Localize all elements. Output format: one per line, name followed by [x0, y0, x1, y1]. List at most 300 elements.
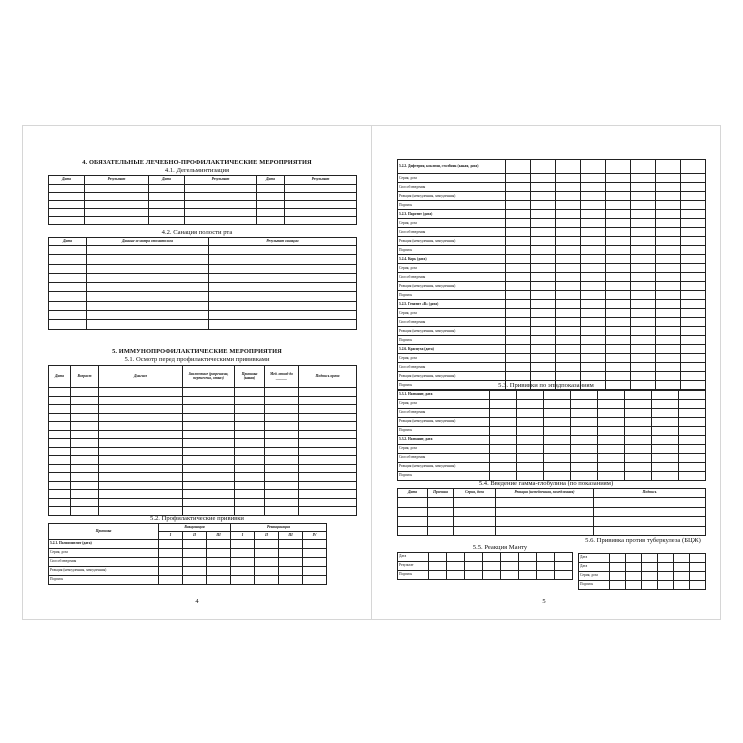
blank-cell[interactable]: [531, 264, 556, 273]
blank-cell[interactable]: [656, 282, 681, 291]
blank-cell[interactable]: [506, 246, 531, 255]
blank-cell[interactable]: [652, 400, 679, 409]
blank-cell[interactable]: [265, 439, 299, 448]
blank-cell[interactable]: [517, 409, 544, 418]
blank-cell[interactable]: [303, 567, 327, 576]
blank-cell[interactable]: [517, 418, 544, 427]
blank-cell[interactable]: [598, 400, 625, 409]
blank-cell[interactable]: [581, 210, 606, 219]
blank-cell[interactable]: [571, 391, 598, 400]
blank-cell[interactable]: [303, 558, 327, 567]
blank-cell[interactable]: [209, 246, 357, 255]
blank-cell[interactable]: [257, 201, 285, 209]
blank-cell[interactable]: [625, 409, 652, 418]
blank-cell[interactable]: [257, 193, 285, 201]
blank-cell[interactable]: [235, 396, 265, 405]
blank-cell[interactable]: [631, 372, 656, 381]
blank-cell[interactable]: [681, 273, 706, 282]
blank-cell[interactable]: [556, 228, 581, 237]
blank-cell[interactable]: [299, 405, 357, 414]
blank-cell[interactable]: [506, 336, 531, 345]
blank-cell[interactable]: [255, 540, 279, 549]
blank-cell[interactable]: [594, 498, 706, 508]
blank-cell[interactable]: [571, 445, 598, 454]
blank-cell[interactable]: [231, 567, 255, 576]
blank-cell[interactable]: [207, 558, 231, 567]
blank-cell[interactable]: [265, 447, 299, 456]
blank-cell[interactable]: [85, 201, 149, 209]
blank-cell[interactable]: [71, 430, 99, 439]
blank-cell[interactable]: [99, 447, 183, 456]
blank-cell[interactable]: [429, 562, 447, 571]
blank-cell[interactable]: [279, 576, 303, 585]
blank-cell[interactable]: [49, 193, 85, 201]
blank-cell[interactable]: [506, 174, 531, 183]
blank-cell[interactable]: [506, 192, 531, 201]
blank-cell[interactable]: [490, 391, 517, 400]
blank-cell[interactable]: [447, 553, 465, 562]
blank-cell[interactable]: [506, 210, 531, 219]
blank-cell[interactable]: [679, 409, 706, 418]
blank-cell[interactable]: [631, 246, 656, 255]
blank-cell[interactable]: [531, 372, 556, 381]
blank-cell[interactable]: [681, 192, 706, 201]
blank-cell[interactable]: [571, 427, 598, 436]
blank-cell[interactable]: [656, 354, 681, 363]
blank-cell[interactable]: [506, 255, 531, 264]
blank-cell[interactable]: [606, 160, 631, 174]
blank-cell[interactable]: [85, 209, 149, 217]
blank-cell[interactable]: [183, 456, 235, 465]
blank-cell[interactable]: [581, 192, 606, 201]
blank-cell[interactable]: [625, 445, 652, 454]
blank-cell[interactable]: [656, 309, 681, 318]
blank-cell[interactable]: [531, 228, 556, 237]
blank-cell[interactable]: [49, 201, 85, 209]
blank-cell[interactable]: [149, 185, 185, 193]
blank-cell[interactable]: [209, 283, 357, 292]
blank-cell[interactable]: [506, 318, 531, 327]
blank-cell[interactable]: [631, 219, 656, 228]
blank-cell[interactable]: [99, 456, 183, 465]
blank-cell[interactable]: [99, 481, 183, 490]
blank-cell[interactable]: [265, 481, 299, 490]
blank-cell[interactable]: [49, 396, 71, 405]
blank-cell[interactable]: [428, 498, 454, 508]
blank-cell[interactable]: [49, 185, 85, 193]
blank-cell[interactable]: [681, 300, 706, 309]
blank-cell[interactable]: [71, 388, 99, 397]
blank-cell[interactable]: [581, 264, 606, 273]
blank-cell[interactable]: [285, 201, 357, 209]
blank-cell[interactable]: [183, 540, 207, 549]
blank-cell[interactable]: [606, 309, 631, 318]
blank-cell[interactable]: [49, 430, 71, 439]
blank-cell[interactable]: [506, 273, 531, 282]
blank-cell[interactable]: [531, 309, 556, 318]
blank-cell[interactable]: [581, 291, 606, 300]
blank-cell[interactable]: [183, 447, 235, 456]
blank-cell[interactable]: [656, 237, 681, 246]
blank-cell[interactable]: [207, 567, 231, 576]
blank-cell[interactable]: [231, 540, 255, 549]
blank-cell[interactable]: [183, 507, 235, 516]
blank-cell[interactable]: [679, 418, 706, 427]
blank-cell[interactable]: [209, 311, 357, 320]
blank-cell[interactable]: [183, 481, 235, 490]
blank-cell[interactable]: [447, 571, 465, 580]
blank-cell[interactable]: [71, 447, 99, 456]
blank-cell[interactable]: [681, 219, 706, 228]
blank-cell[interactable]: [183, 490, 235, 499]
blank-cell[interactable]: [49, 264, 87, 273]
blank-cell[interactable]: [556, 336, 581, 345]
blank-cell[interactable]: [631, 336, 656, 345]
blank-cell[interactable]: [681, 183, 706, 192]
blank-cell[interactable]: [658, 563, 674, 572]
blank-cell[interactable]: [531, 336, 556, 345]
blank-cell[interactable]: [183, 549, 207, 558]
blank-cell[interactable]: [519, 553, 537, 562]
blank-cell[interactable]: [257, 185, 285, 193]
blank-cell[interactable]: [571, 409, 598, 418]
blank-cell[interactable]: [207, 549, 231, 558]
blank-cell[interactable]: [631, 174, 656, 183]
blank-cell[interactable]: [598, 463, 625, 472]
blank-cell[interactable]: [556, 345, 581, 354]
blank-cell[interactable]: [544, 391, 571, 400]
blank-cell[interactable]: [531, 327, 556, 336]
blank-cell[interactable]: [581, 273, 606, 282]
blank-cell[interactable]: [656, 318, 681, 327]
blank-cell[interactable]: [598, 391, 625, 400]
blank-cell[interactable]: [625, 454, 652, 463]
blank-cell[interactable]: [149, 217, 185, 225]
blank-cell[interactable]: [49, 320, 87, 329]
blank-cell[interactable]: [531, 273, 556, 282]
blank-cell[interactable]: [656, 363, 681, 372]
blank-cell[interactable]: [398, 507, 428, 517]
blank-cell[interactable]: [506, 354, 531, 363]
blank-cell[interactable]: [265, 413, 299, 422]
blank-cell[interactable]: [556, 264, 581, 273]
blank-cell[interactable]: [71, 456, 99, 465]
blank-cell[interactable]: [235, 456, 265, 465]
blank-cell[interactable]: [610, 581, 626, 590]
blank-cell[interactable]: [49, 507, 71, 516]
blank-cell[interactable]: [658, 554, 674, 563]
blank-cell[interactable]: [265, 490, 299, 499]
blank-cell[interactable]: [49, 422, 71, 431]
blank-cell[interactable]: [85, 185, 149, 193]
blank-cell[interactable]: [690, 572, 706, 581]
blank-cell[interactable]: [159, 558, 183, 567]
blank-cell[interactable]: [265, 464, 299, 473]
blank-cell[interactable]: [652, 409, 679, 418]
blank-cell[interactable]: [598, 427, 625, 436]
blank-cell[interactable]: [285, 217, 357, 225]
blank-cell[interactable]: [49, 273, 87, 282]
blank-cell[interactable]: [235, 405, 265, 414]
blank-cell[interactable]: [625, 400, 652, 409]
blank-cell[interactable]: [606, 363, 631, 372]
blank-cell[interactable]: [49, 292, 87, 301]
blank-cell[interactable]: [517, 436, 544, 445]
blank-cell[interactable]: [99, 439, 183, 448]
blank-cell[interactable]: [235, 464, 265, 473]
blank-cell[interactable]: [71, 396, 99, 405]
blank-cell[interactable]: [531, 363, 556, 372]
blank-cell[interactable]: [303, 576, 327, 585]
blank-cell[interactable]: [537, 553, 555, 562]
blank-cell[interactable]: [506, 300, 531, 309]
blank-cell[interactable]: [49, 246, 87, 255]
blank-cell[interactable]: [652, 463, 679, 472]
blank-cell[interactable]: [531, 255, 556, 264]
blank-cell[interactable]: [610, 572, 626, 581]
blank-cell[interactable]: [531, 354, 556, 363]
blank-cell[interactable]: [581, 160, 606, 174]
blank-cell[interactable]: [519, 562, 537, 571]
blank-cell[interactable]: [631, 354, 656, 363]
blank-cell[interactable]: [674, 554, 690, 563]
blank-cell[interactable]: [656, 291, 681, 300]
blank-cell[interactable]: [299, 422, 357, 431]
blank-cell[interactable]: [454, 507, 496, 517]
blank-cell[interactable]: [581, 300, 606, 309]
blank-cell[interactable]: [183, 413, 235, 422]
blank-cell[interactable]: [159, 576, 183, 585]
blank-cell[interactable]: [183, 396, 235, 405]
blank-cell[interactable]: [625, 418, 652, 427]
blank-cell[interactable]: [235, 498, 265, 507]
blank-cell[interactable]: [631, 264, 656, 273]
blank-cell[interactable]: [679, 463, 706, 472]
blank-cell[interactable]: [159, 567, 183, 576]
blank-cell[interactable]: [556, 219, 581, 228]
blank-cell[interactable]: [231, 558, 255, 567]
blank-cell[interactable]: [642, 554, 658, 563]
blank-cell[interactable]: [465, 571, 483, 580]
blank-cell[interactable]: [490, 418, 517, 427]
blank-cell[interactable]: [610, 554, 626, 563]
blank-cell[interactable]: [626, 572, 642, 581]
blank-cell[interactable]: [255, 549, 279, 558]
blank-cell[interactable]: [625, 463, 652, 472]
blank-cell[interactable]: [656, 345, 681, 354]
blank-cell[interactable]: [49, 473, 71, 482]
blank-cell[interactable]: [185, 185, 257, 193]
blank-cell[interactable]: [49, 490, 71, 499]
blank-cell[interactable]: [571, 454, 598, 463]
blank-cell[interactable]: [506, 237, 531, 246]
blank-cell[interactable]: [398, 526, 428, 536]
blank-cell[interactable]: [531, 246, 556, 255]
blank-cell[interactable]: [255, 576, 279, 585]
blank-cell[interactable]: [656, 201, 681, 210]
blank-cell[interactable]: [531, 300, 556, 309]
blank-cell[interactable]: [517, 454, 544, 463]
blank-cell[interactable]: [71, 481, 99, 490]
blank-cell[interactable]: [99, 405, 183, 414]
blank-cell[interactable]: [183, 464, 235, 473]
blank-cell[interactable]: [544, 409, 571, 418]
blank-cell[interactable]: [531, 183, 556, 192]
blank-cell[interactable]: [506, 282, 531, 291]
blank-cell[interactable]: [674, 563, 690, 572]
blank-cell[interactable]: [681, 354, 706, 363]
blank-cell[interactable]: [642, 563, 658, 572]
blank-cell[interactable]: [681, 255, 706, 264]
blank-cell[interactable]: [681, 345, 706, 354]
blank-cell[interactable]: [490, 436, 517, 445]
blank-cell[interactable]: [531, 237, 556, 246]
blank-cell[interactable]: [496, 498, 594, 508]
blank-cell[interactable]: [183, 558, 207, 567]
blank-cell[interactable]: [656, 255, 681, 264]
blank-cell[interactable]: [581, 219, 606, 228]
blank-cell[interactable]: [299, 507, 357, 516]
blank-cell[interactable]: [303, 549, 327, 558]
blank-cell[interactable]: [235, 473, 265, 482]
blank-cell[interactable]: [652, 418, 679, 427]
blank-cell[interactable]: [656, 246, 681, 255]
blank-cell[interactable]: [555, 562, 573, 571]
blank-cell[interactable]: [517, 463, 544, 472]
blank-cell[interactable]: [606, 192, 631, 201]
blank-cell[interactable]: [209, 301, 357, 310]
blank-cell[interactable]: [235, 388, 265, 397]
blank-cell[interactable]: [483, 553, 501, 562]
blank-cell[interactable]: [656, 183, 681, 192]
blank-cell[interactable]: [447, 562, 465, 571]
blank-cell[interactable]: [183, 430, 235, 439]
blank-cell[interactable]: [606, 372, 631, 381]
blank-cell[interactable]: [544, 454, 571, 463]
blank-cell[interactable]: [631, 160, 656, 174]
blank-cell[interactable]: [454, 498, 496, 508]
blank-cell[interactable]: [581, 318, 606, 327]
blank-cell[interactable]: [285, 193, 357, 201]
blank-cell[interactable]: [674, 572, 690, 581]
blank-cell[interactable]: [429, 571, 447, 580]
blank-cell[interactable]: [299, 473, 357, 482]
blank-cell[interactable]: [299, 481, 357, 490]
blank-cell[interactable]: [49, 413, 71, 422]
blank-cell[interactable]: [183, 473, 235, 482]
blank-cell[interactable]: [49, 209, 85, 217]
blank-cell[interactable]: [690, 581, 706, 590]
blank-cell[interactable]: [656, 372, 681, 381]
blank-cell[interactable]: [506, 363, 531, 372]
blank-cell[interactable]: [556, 201, 581, 210]
blank-cell[interactable]: [279, 567, 303, 576]
blank-cell[interactable]: [454, 526, 496, 536]
blank-cell[interactable]: [581, 183, 606, 192]
blank-cell[interactable]: [185, 217, 257, 225]
blank-cell[interactable]: [279, 558, 303, 567]
blank-cell[interactable]: [506, 372, 531, 381]
blank-cell[interactable]: [581, 201, 606, 210]
blank-cell[interactable]: [531, 318, 556, 327]
blank-cell[interactable]: [285, 209, 357, 217]
blank-cell[interactable]: [537, 571, 555, 580]
blank-cell[interactable]: [299, 456, 357, 465]
blank-cell[interactable]: [652, 436, 679, 445]
blank-cell[interactable]: [581, 345, 606, 354]
blank-cell[interactable]: [483, 571, 501, 580]
blank-cell[interactable]: [571, 418, 598, 427]
blank-cell[interactable]: [581, 336, 606, 345]
blank-cell[interactable]: [631, 192, 656, 201]
blank-cell[interactable]: [87, 311, 209, 320]
blank-cell[interactable]: [209, 264, 357, 273]
blank-cell[interactable]: [679, 400, 706, 409]
blank-cell[interactable]: [652, 454, 679, 463]
blank-cell[interactable]: [556, 273, 581, 282]
blank-cell[interactable]: [556, 255, 581, 264]
blank-cell[interactable]: [631, 363, 656, 372]
blank-cell[interactable]: [681, 228, 706, 237]
blank-cell[interactable]: [631, 228, 656, 237]
blank-cell[interactable]: [398, 498, 428, 508]
blank-cell[interactable]: [556, 183, 581, 192]
blank-cell[interactable]: [71, 498, 99, 507]
blank-cell[interactable]: [606, 300, 631, 309]
blank-cell[interactable]: [681, 363, 706, 372]
blank-cell[interactable]: [581, 174, 606, 183]
blank-cell[interactable]: [606, 291, 631, 300]
blank-cell[interactable]: [656, 228, 681, 237]
blank-cell[interactable]: [87, 301, 209, 310]
blank-cell[interactable]: [299, 396, 357, 405]
blank-cell[interactable]: [531, 219, 556, 228]
blank-cell[interactable]: [465, 553, 483, 562]
blank-cell[interactable]: [681, 174, 706, 183]
blank-cell[interactable]: [556, 372, 581, 381]
blank-cell[interactable]: [631, 282, 656, 291]
blank-cell[interactable]: [235, 439, 265, 448]
blank-cell[interactable]: [265, 388, 299, 397]
blank-cell[interactable]: [398, 517, 428, 527]
blank-cell[interactable]: [598, 418, 625, 427]
blank-cell[interactable]: [606, 201, 631, 210]
blank-cell[interactable]: [99, 498, 183, 507]
blank-cell[interactable]: [556, 300, 581, 309]
blank-cell[interactable]: [279, 540, 303, 549]
blank-cell[interactable]: [519, 571, 537, 580]
blank-cell[interactable]: [235, 481, 265, 490]
blank-cell[interactable]: [517, 445, 544, 454]
blank-cell[interactable]: [99, 413, 183, 422]
blank-cell[interactable]: [679, 436, 706, 445]
blank-cell[interactable]: [265, 507, 299, 516]
blank-cell[interactable]: [581, 282, 606, 291]
blank-cell[interactable]: [631, 345, 656, 354]
blank-cell[interactable]: [531, 282, 556, 291]
blank-cell[interactable]: [656, 192, 681, 201]
blank-cell[interactable]: [679, 445, 706, 454]
blank-cell[interactable]: [631, 273, 656, 282]
blank-cell[interactable]: [625, 391, 652, 400]
blank-cell[interactable]: [49, 405, 71, 414]
blank-cell[interactable]: [531, 210, 556, 219]
blank-cell[interactable]: [556, 160, 581, 174]
blank-cell[interactable]: [87, 273, 209, 282]
blank-cell[interactable]: [265, 405, 299, 414]
blank-cell[interactable]: [490, 463, 517, 472]
blank-cell[interactable]: [581, 309, 606, 318]
